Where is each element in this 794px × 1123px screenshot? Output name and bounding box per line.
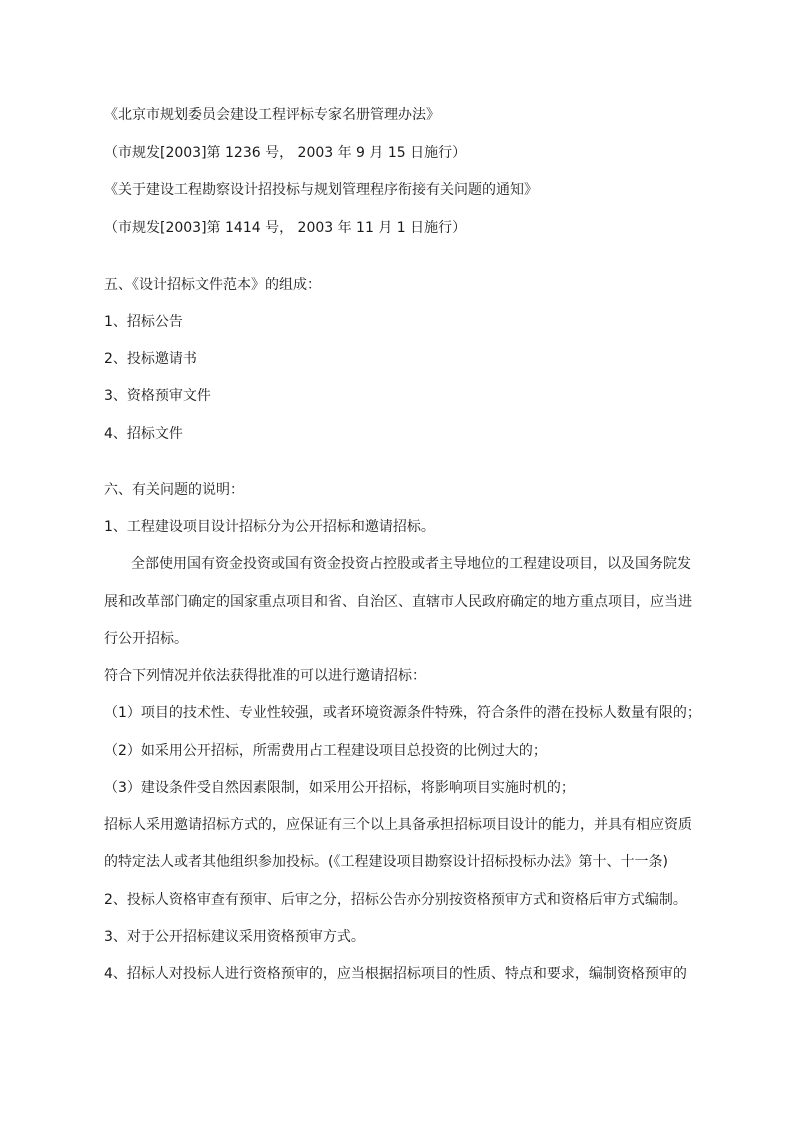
section-6-line-3: 展和改革部门确定的国家重点项目和省、自治区、直辖市人民政府确定的地方重点项目，应当进 xyxy=(104,594,692,610)
section-6-line-10: 的特定法人或者其他组织参加投标。(《工程建设项目勘察设计招标投标办法》第十、十一条) xyxy=(104,854,668,870)
regulation-note-1: （市规发[2003]第 1236 号， 2003 年 9 月 15 日施行） xyxy=(104,145,467,161)
section-6-line-4: 行公开招标。 xyxy=(104,631,188,647)
regulation-note-2: （市规发[2003]第 1414 号， 2003 年 11 月 1 日施行） xyxy=(104,220,467,236)
section-6-line-13: 4、招标人对投标人进行资格预审的，应当根据招标项目的性质、特点和要求，编制资格预审的 xyxy=(104,966,687,982)
section-5-heading: 五、《设计招标文件范本》的组成： xyxy=(104,277,321,293)
section-6-line-6: （1）项目的技术性、专业性较强，或者环境资源条件特殊，符合条件的潜在投标人数量有限的； xyxy=(104,705,701,721)
section-5-item-3: 3、资格预审文件 xyxy=(104,388,211,404)
regulation-title-1: 《北京市规划委员会建设工程评标专家名册管理办法》 xyxy=(104,107,440,123)
section-6-line-1: 1、工程建设项目设计招标分为公开招标和邀请招标。 xyxy=(104,519,435,535)
section-5-item-4: 4、招标文件 xyxy=(104,426,183,442)
section-6-line-7: （2）如采用公开招标，所需费用占工程建设项目总投资的比例过大的； xyxy=(104,743,547,759)
section-5-item-2: 2、投标邀请书 xyxy=(104,351,197,367)
section-6-line-12: 3、对于公开招标建议采用资格预审方式。 xyxy=(104,929,365,945)
section-6-heading: 六、有关问题的说明： xyxy=(104,482,244,498)
section-6-line-11: 2、投标人资格审查有预审、后审之分，招标公告亦分别按资格预审方式和资格后审方式编制。 xyxy=(104,892,687,908)
section-6-line-5: 符合下列情况并依法获得批准的可以进行邀请招标： xyxy=(104,668,426,684)
regulation-title-2: 《关于建设工程勘察设计招投标与规划管理程序衔接有关问题的通知》 xyxy=(104,182,538,198)
section-6-line-2: 全部使用国有资金投资或国有资金投资占控股或者主导地位的工程建设项目，以及国务院发 xyxy=(131,556,691,572)
section-6-line-9: 招标人采用邀请招标方式的，应保证有三个以上具备承担招标项目设计的能力，并具有相应资质 xyxy=(104,817,692,833)
section-6-line-8: （3）建设条件受自然因素限制，如采用公开招标，将影响项目实施时机的； xyxy=(104,780,575,796)
section-5-item-1: 1、招标公告 xyxy=(104,314,183,330)
